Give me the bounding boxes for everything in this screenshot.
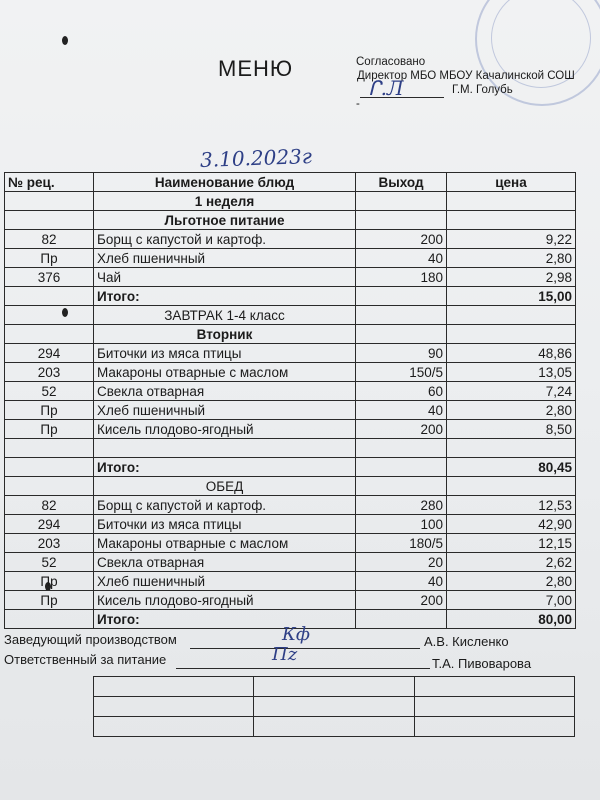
dish-portion: 180/5 <box>356 534 447 553</box>
dish-price: 12,53 <box>447 496 576 515</box>
dish-price: 8,50 <box>447 420 576 439</box>
section-row <box>5 306 576 325</box>
dish-price: 7,00 <box>447 591 576 610</box>
table-row <box>5 591 576 610</box>
dish-price: 2,62 <box>447 553 576 572</box>
header-portion: Выход <box>356 173 447 192</box>
recipe-code: Пр <box>5 249 94 268</box>
week-row <box>5 192 576 211</box>
recipe-code: Пр <box>5 591 94 610</box>
dish-name: Биточки из мяса птицы <box>94 344 356 363</box>
nutrition-signature: Пz <box>272 644 298 665</box>
table-row <box>5 572 576 591</box>
dish-name: Макароны отварные с маслом <box>94 534 356 553</box>
dish-price: 2,98 <box>447 268 576 287</box>
recipe-code: Пр <box>5 401 94 420</box>
section-lunch-label: ОБЕД <box>94 477 356 496</box>
table-row <box>5 515 576 534</box>
total-label: Итого: <box>94 458 356 477</box>
approval-label: Согласовано <box>356 56 426 68</box>
day-row <box>5 325 576 344</box>
handwritten-date: 3.10.2023г <box>199 144 313 172</box>
page-title: МЕНЮ <box>218 56 294 81</box>
total-value: 15,00 <box>447 287 576 306</box>
table-row <box>5 363 576 382</box>
nutrition-signature-line <box>176 667 430 669</box>
menu-table <box>4 172 576 629</box>
recipe-code: Пр <box>5 420 94 439</box>
dish-portion: 40 <box>356 249 447 268</box>
recipe-code: 52 <box>5 553 94 572</box>
dish-price: 12,15 <box>447 534 576 553</box>
table-row <box>5 553 576 572</box>
section-row <box>5 477 576 496</box>
table-row <box>5 420 576 439</box>
section-breakfast-label: ЗАВТРАК 1-4 класс <box>94 306 356 325</box>
table-row <box>5 382 576 401</box>
dish-portion: 200 <box>356 591 447 610</box>
table-row <box>5 249 576 268</box>
dish-price: 13,05 <box>447 363 576 382</box>
dish-portion: 60 <box>356 382 447 401</box>
manager-label: Заведующий производством <box>4 632 177 647</box>
table-row <box>5 534 576 553</box>
table-row <box>5 344 576 363</box>
dish-portion: 200 <box>356 420 447 439</box>
nutrition-label: Ответственный за питание <box>4 652 167 667</box>
dish-portion: 200 <box>356 230 447 249</box>
recipe-code: Пр <box>5 572 94 591</box>
header-dish-name: Наименование блюд <box>94 173 356 192</box>
dish-name: Кисель плодово-ягодный <box>94 591 356 610</box>
week-label: 1 неделя <box>94 192 356 211</box>
dish-portion: 150/5 <box>356 363 447 382</box>
recipe-code: 203 <box>5 534 94 553</box>
total-label: Итого: <box>94 287 356 306</box>
dish-portion: 280 <box>356 496 447 515</box>
dish-portion: 40 <box>356 572 447 591</box>
dish-price: 7,24 <box>447 382 576 401</box>
header-price: цена <box>447 173 576 192</box>
manager-signature: Кф <box>282 624 311 645</box>
table-row <box>5 230 576 249</box>
total-row <box>5 287 576 306</box>
recipe-code: 294 <box>5 515 94 534</box>
director-signature: ᒋ.Л <box>368 76 404 100</box>
dish-name: Хлеб пшеничный <box>94 249 356 268</box>
dish-name: Хлеб пшеничный <box>94 401 356 420</box>
dish-portion: 40 <box>356 401 447 420</box>
dish-price: 2,80 <box>447 572 576 591</box>
punch-hole-mark <box>62 36 68 45</box>
dish-price: 9,22 <box>447 230 576 249</box>
empty-grid <box>93 676 575 737</box>
dish-price: 42,90 <box>447 515 576 534</box>
total-row <box>5 458 576 477</box>
dish-name: Макароны отварные с маслом <box>94 363 356 382</box>
spacer-row <box>5 439 576 458</box>
dish-name: Свекла отварная <box>94 382 356 401</box>
dish-price: 2,80 <box>447 401 576 420</box>
total-value: 80,00 <box>447 610 576 629</box>
dish-name: Свекла отварная <box>94 553 356 572</box>
section-lgot-label: Льготное питание <box>94 211 356 230</box>
approval-director-name: Г.М. Голубь <box>452 84 513 96</box>
section-row <box>5 211 576 230</box>
dish-portion: 100 <box>356 515 447 534</box>
day-label: Вторник <box>94 325 356 344</box>
dish-name: Борщ с капустой и картоф. <box>94 230 356 249</box>
approval-director: Директор МБО МБОУ Качалинской СОШ <box>357 70 575 82</box>
total-value: 80,45 <box>447 458 576 477</box>
approval-dash: - <box>356 98 360 110</box>
table-row <box>5 496 576 515</box>
dish-name: Чай <box>94 268 356 287</box>
recipe-code: 294 <box>5 344 94 363</box>
dish-portion: 180 <box>356 268 447 287</box>
manager-signature-line <box>190 647 420 649</box>
table-row <box>5 268 576 287</box>
total-label: Итого: <box>94 610 356 629</box>
dish-name: Борщ с капустой и картоф. <box>94 496 356 515</box>
nutrition-name: Т.А. Пивоварова <box>432 656 532 671</box>
recipe-code: 376 <box>5 268 94 287</box>
dish-name: Биточки из мяса птицы <box>94 515 356 534</box>
dish-portion: 20 <box>356 553 447 572</box>
recipe-code: 82 <box>5 230 94 249</box>
manager-name: А.В. Кисленко <box>424 634 509 649</box>
table-header-row <box>5 173 576 192</box>
header-recipe-number: № рец. <box>5 173 94 192</box>
recipe-code: 52 <box>5 382 94 401</box>
dish-name: Кисель плодово-ягодный <box>94 420 356 439</box>
table-row <box>5 401 576 420</box>
dish-price: 2,80 <box>447 249 576 268</box>
recipe-code: 82 <box>5 496 94 515</box>
dish-name: Хлеб пшеничный <box>94 572 356 591</box>
recipe-code: 203 <box>5 363 94 382</box>
dish-portion: 90 <box>356 344 447 363</box>
dish-price: 48,86 <box>447 344 576 363</box>
